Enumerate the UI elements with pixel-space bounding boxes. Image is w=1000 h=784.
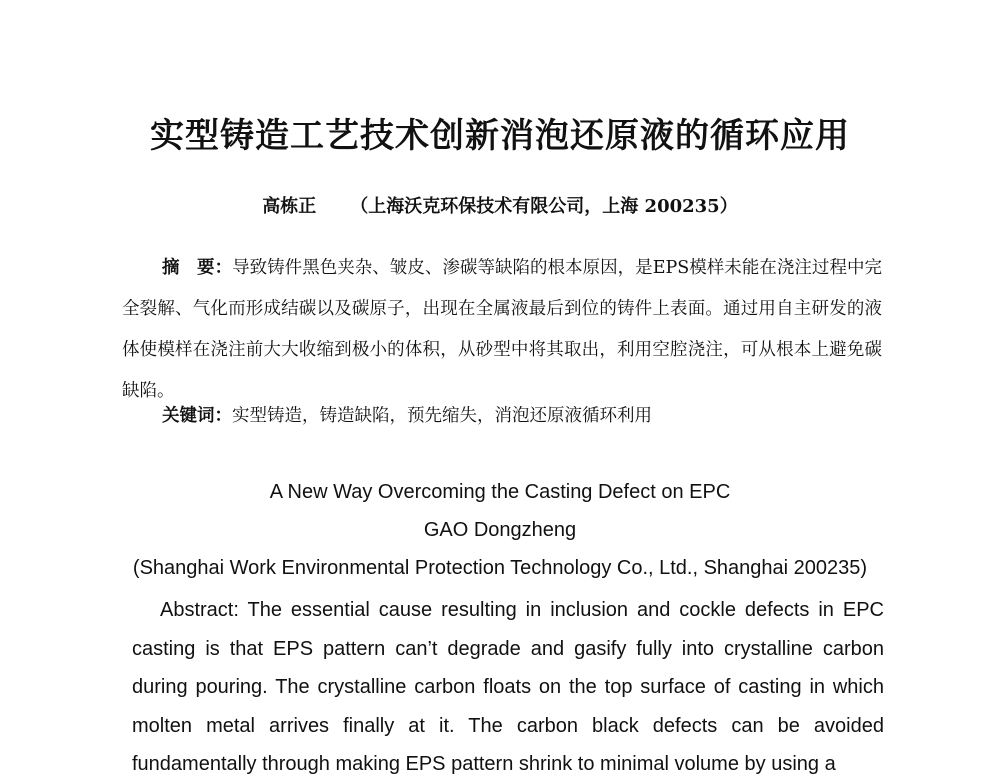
paper-title: 实型铸造工艺技术创新消泡还原液的循环应用 (150, 116, 850, 156)
chinese-keywords (162, 402, 882, 427)
english-abstract (132, 591, 884, 784)
chinese-keywords-text: 实型铸造，铸造缺陷，预先缩失，消泡还原液循环利用 (232, 406, 652, 426)
chinese-abstract-label: 摘 要： (162, 258, 233, 278)
english-author: GAO Dongzheng (423, 519, 577, 541)
chinese-abstract-text: 导致铸件黑色夹杂、皱皮、渗碳等缺陷的根本原因，是EPS模样未能在浇注过程中完全裂解、气化而形成结碳以及碳原子，出现在全属液最后到位的铸件上表面。通过用自主研发的液体使模样在浇注前大大收缩到极小的体积，从砂型中将其取出，利用空腔浇注，可从根本上避免碳缺陷。 (122, 258, 883, 401)
author-name: 高栋正 (262, 196, 317, 217)
english-abstract-label: Abstract: (160, 599, 239, 621)
chinese-abstract (122, 248, 882, 412)
chinese-keywords-label: 关键词： (162, 406, 232, 426)
english-abstract-text: The essential cause resulting in inclusion and cockle defects in EPC casting is that EPS pattern can’t degrade and gasify fully into crystalline carbon during pouring. The crystalline carbon floats on the top surface of casting in which molten metal arrives finally at it. The carbon black defects can be avoided fundamentally through making EPS pattern shrink to minimal volume by using a (132, 599, 884, 775)
author-line (0, 192, 1000, 218)
english-title: A New Way Overcoming the Casting Defect on EPC (269, 481, 731, 503)
english-affiliation: (Shanghai Work Environmental Protection Technology Co., Ltd., Shanghai 200235) (132, 557, 868, 579)
author-affiliation: （上海沃克环保技术有限公司，上海 200235） (350, 196, 738, 217)
